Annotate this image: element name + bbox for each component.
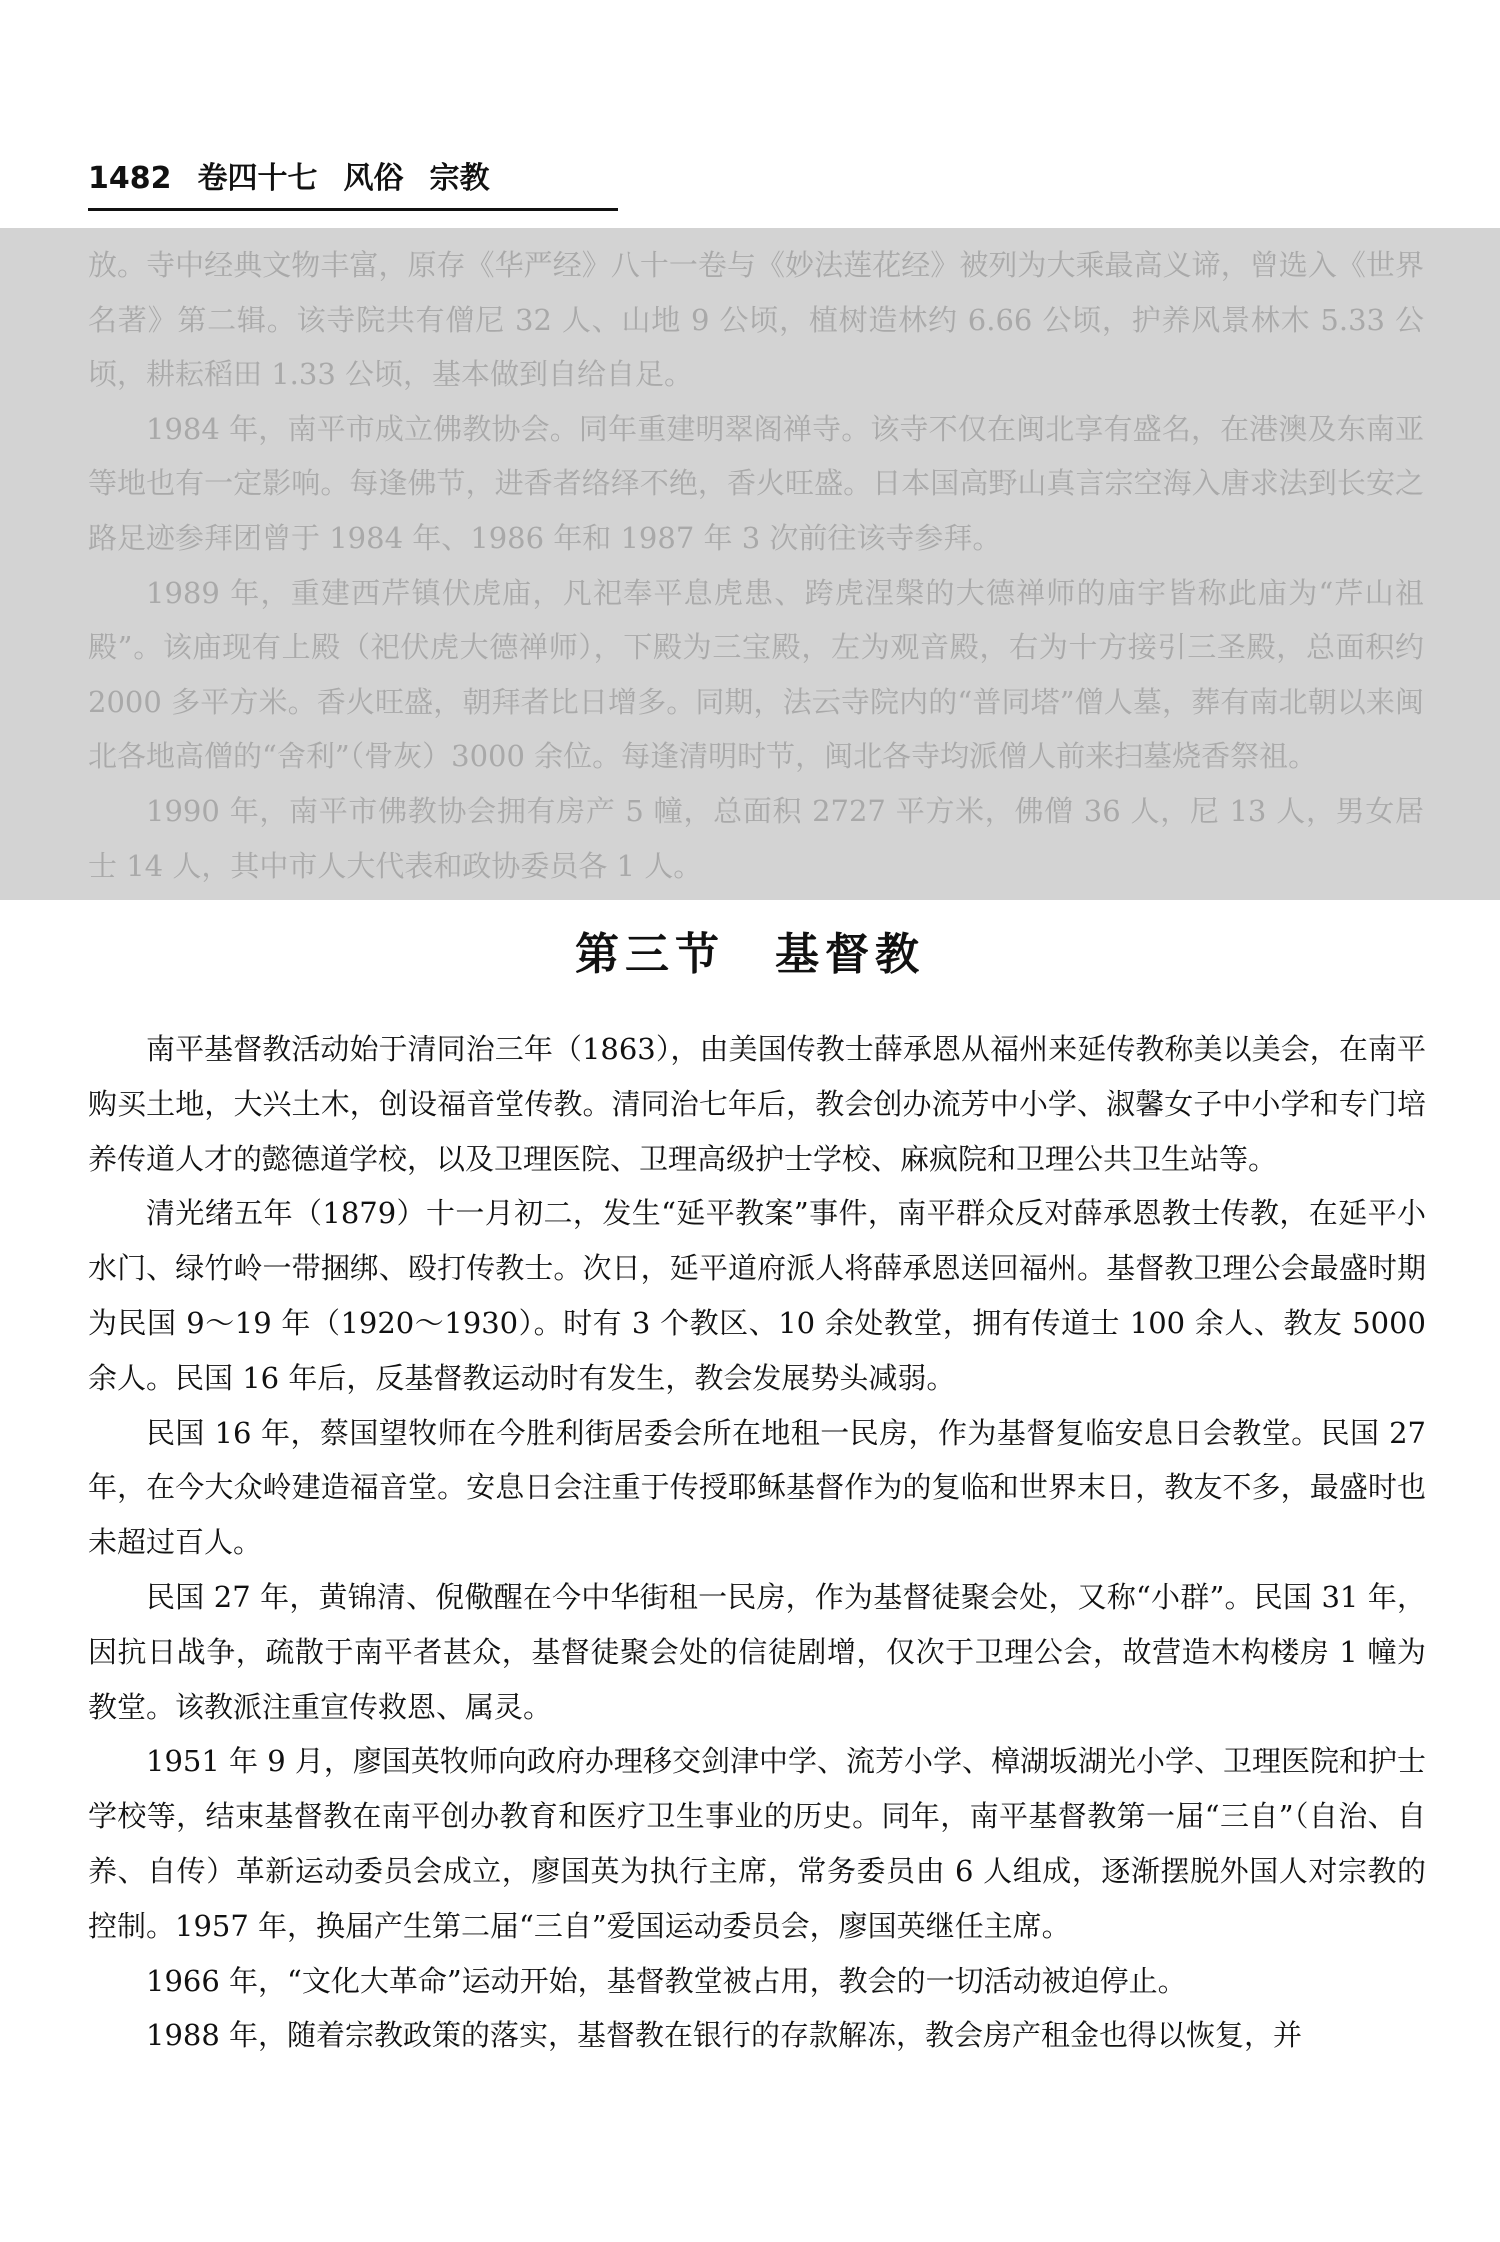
paragraph: 1984 年，南平市成立佛教协会。同年重建明翠阁禅寺。该寺不仅在闽北享有盛名，在港澳及东南亚等地也有一定影响。每逢佛节，进香者络绎不绝，香火旺盛。日本国高野山真言宗空海入唐求法到长安之路足迹参拜团曾于 1984 年、1986 年和 1987 年 3 次前往该寺参拜。: [88, 411, 1424, 555]
section-body: [88, 1022, 1426, 2063]
paragraph: 民国 27 年，黄锦清、倪儆醒在今中华街租一民房，作为基督徒聚会处，又称“小群”。民国 31 年，因抗日战争，疏散于南平者甚众，基督徒聚会处的信徒剧增，仅次于卫理公会，故营造木构楼房 1 幢为教堂。该教派注重宣传救恩、属灵。: [88, 1579, 1426, 1724]
paragraph: 1951 年 9 月，廖国英牧师向政府办理移交剑津中学、流芳小学、樟湖坂湖光小学、卫理医院和护士学校等，结束基督教在南平创办教育和医疗卫生事业的历史。同年，南平基督教第一届“三自”（自治、自养、自传）革新运动委员会成立，廖国英为执行主席，常务委员由 6 人组成，逐渐摆脱外国人对宗教的控制。1957 年，换届产生第二届“三自”爱国运动委员会，廖国英继任主席。: [88, 1744, 1426, 1943]
previous-section-text: [88, 238, 1424, 893]
paragraph: 1966 年，“文化大革命”运动开始，基督教堂被占用，教会的一切活动被迫停止。: [146, 1963, 1187, 1998]
paragraph: 放。寺中经典文物丰富，原存《华严经》八十一卷与《妙法莲花经》被列为大乘最高义谛，曾选入《世界名著》第二辑。该寺院共有僧尼 32 人、山地 9 公顷，植树造林约 6.66 公顷，护养风景林木 5.33 公顷，耕耘稻田 1.33 公顷，基本做到自给自足。: [88, 248, 1424, 392]
paragraph: 清光绪五年（1879）十一月初二，发生“延平教案”事件，南平群众反对薛承恩教士传教，在延平小水门、绿竹岭一带捆绑、殴打传教士。次日，延平道府派人将薛承恩送回福州。基督教卫理公会最盛时期为民国 9～19 年（1920～1930）。时有 3 个教区、10 余处教堂，拥有传道士 100 余人、教友 5000 余人。民国 16 年后，反基督教运动时有发生，教会发展势头减弱。: [88, 1196, 1426, 1395]
paragraph: 1988 年，随着宗教政策的落实，基督教在银行的存款解冻，教会房产租金也得以恢复，并: [146, 2018, 1303, 2053]
subcategory-label: 宗教: [429, 161, 490, 196]
category-label: 风俗: [343, 161, 404, 196]
section-title: [0, 920, 1500, 990]
paragraph: 南平基督教活动始于清同治三年（1863），由美国传教士薛承恩从福州来延传教称美以美会，在南平购买土地，大兴土木，创设福音堂传教。清同治七年后，教会创办流芳中小学、淑馨女子中小学和专门培养传道人才的懿德道学校，以及卫理医院、卫理高级护士学校、麻疯院和卫理公共卫生站等。: [88, 1032, 1426, 1176]
paragraph: 1989 年，重建西芹镇伏虎庙，凡祀奉平息虎患、跨虎涅槃的大德禅师的庙宇皆称此庙为“芹山祖殿”。该庙现有上殿（祀伏虎大德禅师），下殿为三宝殿，左为观音殿，右为十方接引三圣殿，总面积约 2000 多平方米。香火旺盛，朝拜者比日增多。同期，法云寺院内的“普同塔”僧人墓，葬有南北朝以来闽北各地高僧的“舍利”（骨灰）3000 余位。每逢清明时节，闽北各寺均派僧人前来扫墓烧香祭祖。: [88, 575, 1424, 774]
paragraph: 民国 16 年，蔡国望牧师在今胜利街居委会所在地租一民房，作为基督复临安息日会教堂。民国 27 年，在今大众岭建造福音堂。安息日会注重于传授耶稣基督作为的复临和世界末日，教友不多，最盛时也未超过百人。: [88, 1415, 1426, 1560]
running-header: [88, 150, 618, 211]
section-name: 基督教: [775, 929, 925, 980]
page-number: 1482: [88, 161, 172, 196]
section-number: 第三节: [575, 929, 725, 980]
volume-label: 卷四十七: [197, 161, 318, 196]
paragraph: 1990 年，南平市佛教协会拥有房产 5 幢，总面积 2727 平方米，佛僧 36 人，尼 13 人，男女居士 14 人，其中市人大代表和政协委员各 1 人。: [88, 793, 1424, 883]
